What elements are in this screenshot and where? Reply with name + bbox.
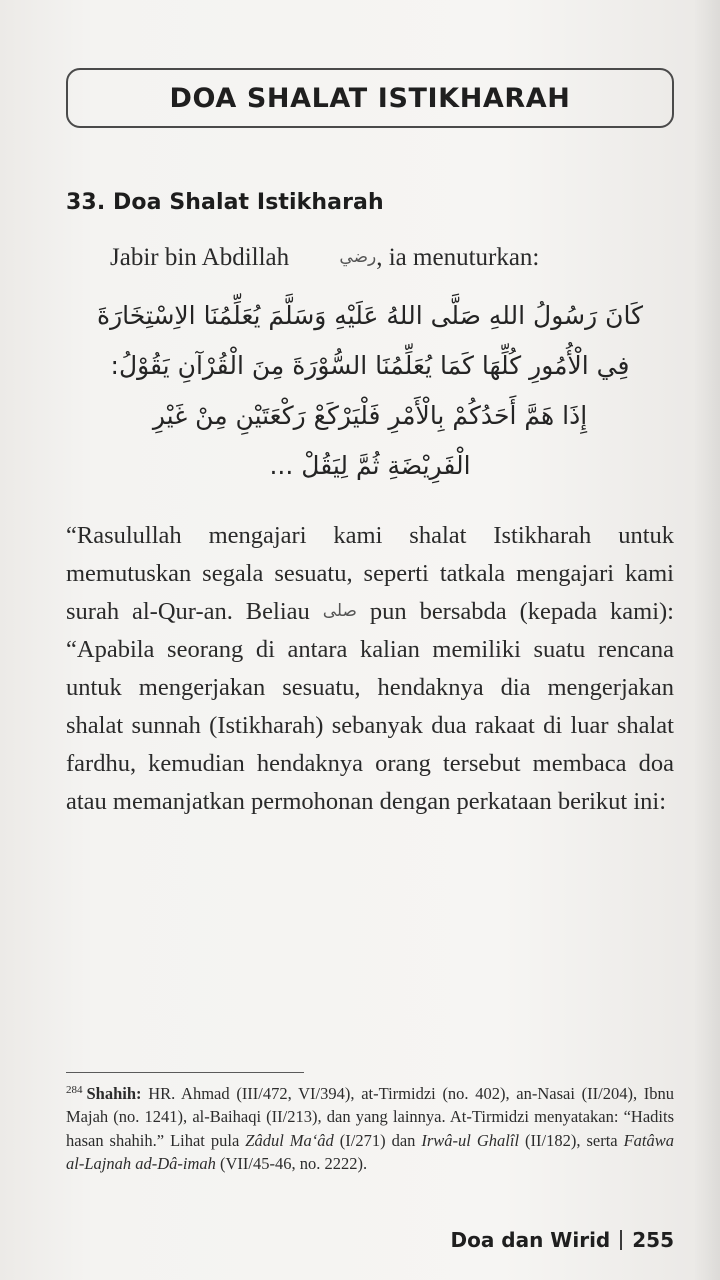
shallallahu-alaihi-wasallam-icon: صلى — [322, 600, 357, 621]
footnote-number: 284 — [66, 1083, 83, 1096]
footnote-text-c: (II/182), serta — [519, 1130, 624, 1150]
footnote-italic-a: Zâdul Ma‘âd — [245, 1130, 334, 1150]
arabic-hadith-text — [66, 291, 674, 491]
arabic-line: الْفَرِيْضَةِ ثُمَّ لِيَقُلْ ... — [269, 450, 471, 480]
translation-text — [66, 517, 674, 821]
footnote-text-a: HR. Ahmad (III/472, VI/394), at-Tirmidzi (no. 402), an-Nasai (II/204), Ibnu Majah (no. 1241), al-Baihaqi (II/213), dan yang lainnya. At-Tirmidzi menyatakan: “Hadits hasan shahih.” Lihat pula — [66, 1084, 674, 1150]
footnote-divider — [66, 1072, 304, 1073]
chapter-header-box — [66, 68, 674, 128]
footer-book-title: Doa dan Wirid — [450, 1228, 611, 1252]
footnote-text-b: (I/271) dan — [333, 1130, 422, 1150]
footnote-italic-b: Irwâ-ul Ghalîl — [421, 1130, 520, 1150]
footnote-text-d: (VII/45-46, no. 2222). — [215, 1154, 368, 1174]
footnote — [66, 1082, 674, 1176]
footnote-italic-c: Fatâwa al-Lajnah ad-Dâ-imah — [66, 1130, 675, 1174]
arabic-line: فِي الْأُمُورِ كُلِّهَا كَمَا يُعَلِّمُنَا السُّوْرَةَ مِنَ الْقُرْآنِ يَقُوْلُ: — [110, 350, 630, 380]
narrator-line — [66, 241, 674, 275]
footer-page-number: 255 — [632, 1228, 674, 1252]
page-content — [66, 0, 674, 1280]
footnote-label: Shahih: — [86, 1084, 142, 1103]
page-footer — [450, 1228, 674, 1252]
translation-part-1: “Rasulullah mengajari kami shalat Istikharah untuk memutuskan segala sesuatu, seperti tatkala mengajari kami surah al-Qur-an. Beliau — [66, 521, 674, 625]
narrator-name: Jabir bin Abdillah — [110, 244, 290, 271]
section-title: 33. Doa Shalat Istikharah — [66, 190, 384, 215]
radhiyallahu-anhu-icon: رضي — [339, 247, 377, 267]
arabic-line: كَانَ رَسُولُ اللهِ صَلَّى اللهُ عَلَيْهِ وَسَلَّمَ يُعَلِّمُنَا الاِسْتِخَارَةَ — [97, 300, 643, 330]
narrator-suffix: , ia menuturkan: — [376, 244, 540, 271]
translation-part-2: pun bersabda (kepada kami): “Apabila seorang di antara kalian memiliki suatu rencana untuk mengerjakan sesuatu, hendaknya dia mengerjakan shalat sunnah (Istikharah) sebanyak dua rakaat di luar shalat fardhu, kemudian hendaknya orang tersebut membaca doa atau memanjatkan permohonan dengan perkataan berikut ini: — [66, 597, 674, 815]
page-title: DOA SHALAT ISTIKHARAH — [169, 82, 571, 114]
arabic-line: إِذَا هَمَّ أَحَدُكُمْ بِالْأَمْرِ فَلْيَرْكَعْ رَكْعَتَيْنِ مِنْ غَيْرِ — [152, 400, 588, 430]
footer-separator-icon — [620, 1230, 622, 1250]
